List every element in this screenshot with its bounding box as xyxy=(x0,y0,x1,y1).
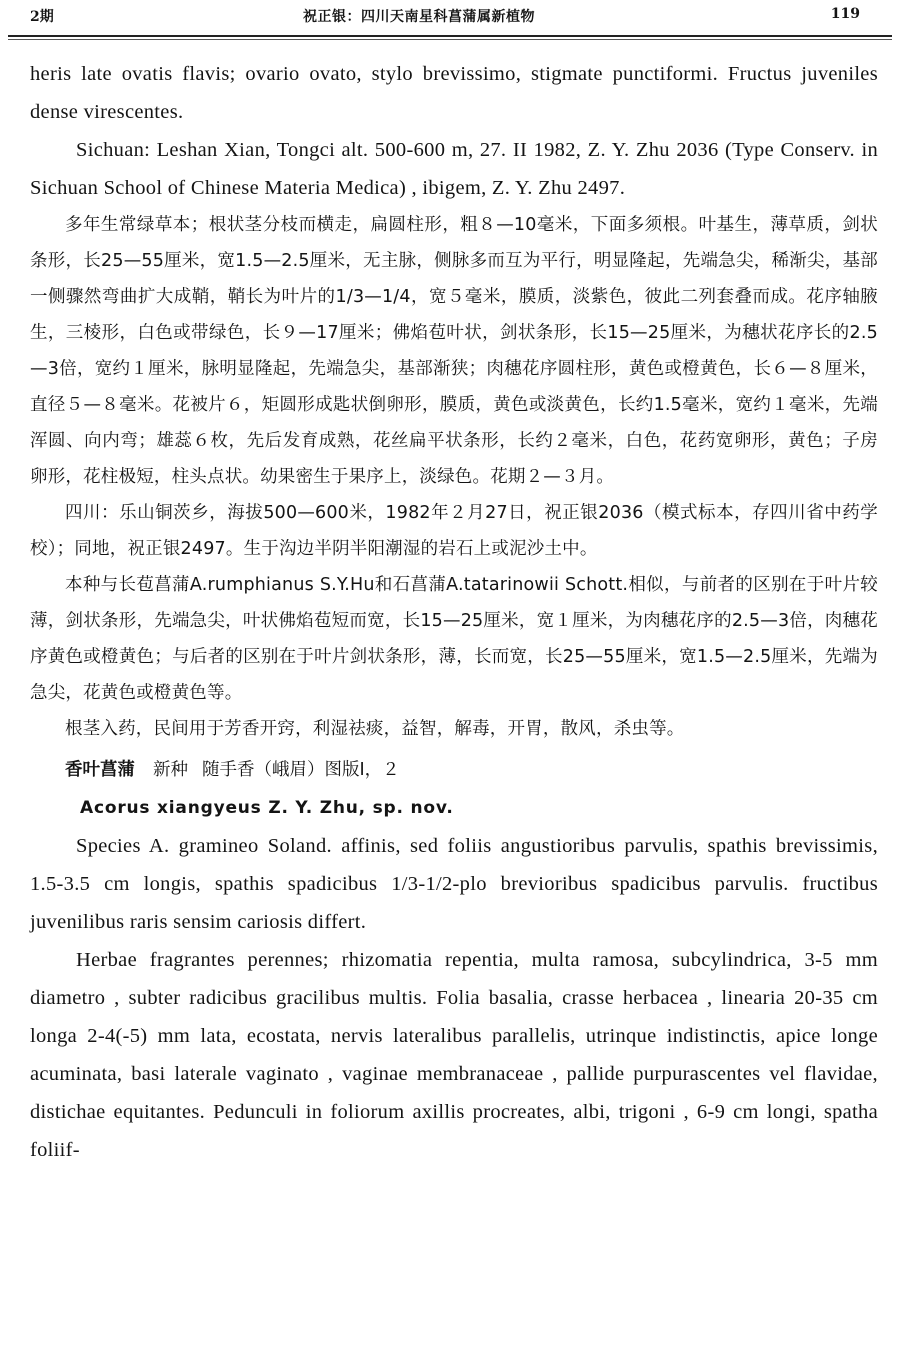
latin-description: Herbae fragrantes perennes; rhizomatia repentia, multa ramosa, subcylindrica, 3-5 mm diametro , subter radicibus gracilibus multis. Folia basalia, crasse herbacea , linearia 20-35 cm longa 2-4(-5) mm lata, ecostata, nervis lateralibus parallelis, utrinque indistinctis, apice longe acuminata, basi laterale vaginato , vaginae membranaceae , pallide purpurascentes vel flavidae, distichae equitantes. Pedunculi in foliorum axillis procreates, albi, trigoni , 6-9 cm longi, spatha foliif- xyxy=(30,949,878,1161)
species-status: 新种 xyxy=(153,760,188,780)
running-title: 祝正银：四川天南星科菖蒲属新植物 xyxy=(303,9,535,25)
species-chinese-name: 香叶菖蒲 xyxy=(65,760,135,780)
usage-paragraph: 根茎入药，民间用于芳香开窍，利湿祛痰，益智，解毒，开胃，散风，杀虫等。 xyxy=(65,719,685,739)
species-heading xyxy=(30,751,878,789)
running-header xyxy=(8,2,888,28)
comparison-paragraph: 本种与长苞菖蒲A.rumphianus S.Y.Hu和石菖蒲A.tatarinowii Schott.相似，与前者的区别在于叶片较薄，剑状条形，先端急尖，叶状佛焰苞短而宽，长15—25厘米，宽１厘米，为肉穗花序的2.5—3倍，肉穗花序黄色或橙黄色；与后者的区别在于叶片剑状条形，薄，长而宽，长25—55厘米，宽1.5—2.5厘米，先端为急尖，花黄色或橙黄色等。 xyxy=(30,575,878,703)
header-rule-thin xyxy=(8,39,892,40)
page-number: 119 xyxy=(830,6,860,22)
latin-description-end: heris late ovatis flavis; ovario ovato, stylo brevissimo, stigmate punctiformi. Fructus juveniles dense virescentes. xyxy=(30,63,878,123)
issue-number: 2期 xyxy=(30,9,54,25)
header-rule xyxy=(8,35,892,37)
latin-specimen-citation: Sichuan: Leshan Xian, Tongci alt. 500-600 m, 27. II 1982, Z. Y. Zhu 2036 (Type Conserv. in Sichuan School of Chinese Materia Medica) , ibigem, Z. Y. Zhu 2497. xyxy=(30,139,878,199)
body-text xyxy=(30,55,878,1169)
species-scientific-name: Acorus xiangyeus Z. Y. Zhu, sp. nov. xyxy=(80,798,454,818)
species-vernacular: 随手香（峨眉）图版Ⅰ，２ xyxy=(202,760,400,780)
chinese-description: 多年生常绿草本；根状茎分枝而横走，扁圆柱形，粗８—10毫米，下面多须根。叶基生，薄草质，剑状条形，长25—55厘米，宽1.5—2.5厘米，无主脉，侧脉多而互为平行，明显隆起，先端急尖，稀渐尖，基部一侧骤然弯曲扩大成鞘，鞘长为叶片的1/3—1/4，宽５毫米，膜质，淡紫色，彼此二列套叠而成。花序轴腋生，三棱形，白色或带绿色，长９—17厘米；佛焰苞叶状，剑状条形，长15—25厘米，为穗状花序长的2.5—3倍，宽约１厘米，脉明显隆起，先端急尖，基部渐狭；肉穗花序圆柱形，黄色或橙黄色，长６—８厘米，直径５—８毫米。花被片６，矩圆形成匙状倒卵形，膜质，黄色或淡黄色，长约1.5毫米，宽约１毫米，先端浑圆、向内弯；雄蕊６枚，先后发育成熟，花丝扁平状条形，长约２毫米，白色，花药宽卵形，黄色；子房卵形，花柱极短，柱头点状。幼果密生于果序上，淡绿色。花期２—３月。 xyxy=(30,215,878,487)
chinese-specimen-citation: 四川：乐山铜茨乡，海拔500—600米，1982年２月27日，祝正银2036（模式标本，存四川省中药学校）；同地，祝正银2497。生于沟边半阴半阳潮湿的岩石上或泥沙土中。 xyxy=(30,503,878,559)
latin-diagnosis: Species A. gramineo Soland. affinis, sed foliis angustioribus parvulis, spathis brevissimis, 1.5-3.5 cm longis, spathis spadicibus 1/3-1/2-plo brevioribus spadicibus parvulis. fructibus juvenilibus raris sensim cariosis differt. xyxy=(30,835,878,933)
